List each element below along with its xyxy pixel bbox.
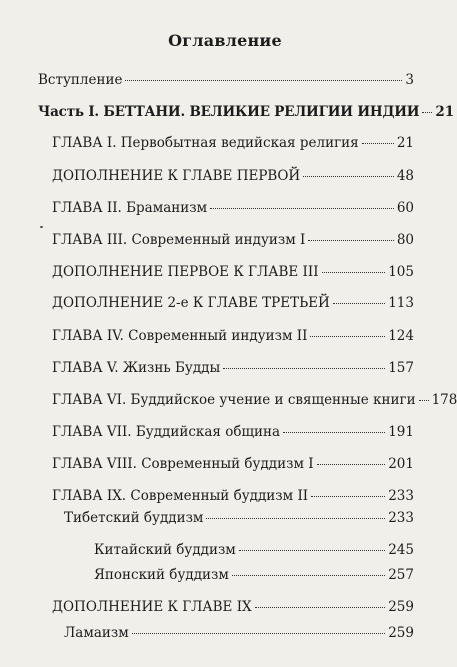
toc-entry [64, 624, 414, 642]
toc-entry-page: 3 [405, 72, 414, 88]
toc-entry-page: 259 [388, 625, 414, 641]
toc-entry-page: 60 [396, 200, 414, 216]
toc-entry-label: ГЛАВА III. Современный индуизм I [52, 232, 306, 248]
toc-entry-page: 201 [388, 456, 414, 472]
dot-leader [223, 368, 385, 369]
toc-entry-page: 21 [435, 104, 455, 120]
toc-entry [52, 167, 414, 185]
toc-entry-page: 48 [396, 168, 414, 184]
toc-entry [52, 391, 457, 409]
toc-entry-label: Японский буддизм [94, 567, 229, 583]
toc-entry-label: ГЛАВА V. Жизнь Будды [52, 360, 221, 376]
toc-entry-page: 259 [388, 599, 414, 615]
toc-entry [52, 487, 414, 505]
toc-entry-label: ДОПОЛНЕНИЕ К ГЛАВЕ IX [52, 599, 252, 615]
dot-leader [132, 633, 385, 634]
dot-leader [310, 336, 385, 337]
toc-entry-label: ГЛАВА IX. Современный буддизм II [52, 488, 309, 504]
page-title: Оглавление [168, 31, 282, 50]
toc-entry [38, 103, 455, 121]
toc-entry [38, 71, 414, 89]
dot-leader [125, 80, 402, 81]
toc-entry [52, 263, 414, 281]
toc-entry [52, 455, 414, 473]
toc-entry-label: ДОПОЛНЕНИЕ К ГЛАВЕ ПЕРВОЙ [52, 168, 301, 184]
toc-entry [94, 566, 414, 584]
dot-leader [317, 464, 386, 465]
toc-entry-label: Вступление [38, 72, 123, 88]
toc-entry-page: 245 [388, 542, 414, 558]
toc-entry-label: ГЛАВА VI. Буддийское учение и священные книги [52, 392, 416, 408]
dot-leader [283, 432, 385, 433]
dot-leader [239, 550, 385, 551]
dot-leader [308, 240, 393, 241]
print-speck [40, 226, 43, 228]
toc-entry-label: ГЛАВА IV. Современный индуизм II [52, 328, 308, 344]
toc-entry [52, 231, 414, 249]
dot-leader [303, 176, 394, 177]
toc-entry-label: ГЛАВА I. Первобытная ведийская религия [52, 135, 359, 151]
dot-leader [232, 575, 385, 576]
toc-entry-page: 257 [388, 567, 414, 583]
toc-entry-label: ДОПОЛНЕНИЕ 2-е К ГЛАВЕ ТРЕТЬЕЙ [52, 295, 330, 311]
dot-leader [255, 607, 386, 608]
toc-entry-page: 233 [388, 488, 414, 504]
toc-entry-page: 113 [388, 295, 414, 311]
toc-entry-label: Китайский буддизм [94, 542, 236, 558]
toc-entry-page: 191 [388, 424, 414, 440]
dot-leader [422, 112, 432, 113]
toc-entry-label: ГЛАВА VII. Буддийская община [52, 424, 281, 440]
dot-leader [210, 208, 394, 209]
toc-entry-page: 105 [388, 264, 414, 280]
toc-entry-page: 21 [396, 135, 414, 151]
toc-entry [64, 509, 414, 527]
toc-entry-page: 233 [388, 510, 414, 526]
dot-leader [333, 303, 385, 304]
toc-entry-page: 80 [396, 232, 414, 248]
dot-leader [206, 518, 385, 519]
toc-entry-label: ГЛАВА VIII. Современный буддизм I [52, 456, 314, 472]
toc-entry [94, 541, 414, 559]
dot-leader [419, 400, 429, 401]
dot-leader [362, 143, 394, 144]
toc-entry [52, 598, 414, 616]
toc-entry-label: Часть I. БЕТТАНИ. ВЕЛИКИЕ РЕЛИГИИ ИНДИИ [38, 104, 420, 120]
dot-leader [311, 496, 385, 497]
toc-entry [52, 423, 414, 441]
toc-entry-label: Тибетский буддизм [64, 510, 204, 526]
toc-entry-page: 178 [431, 392, 457, 408]
toc-entry-label: ДОПОЛНЕНИЕ ПЕРВОЕ К ГЛАВЕ III [52, 264, 319, 280]
dot-leader [322, 272, 386, 273]
toc-entry [52, 294, 414, 312]
toc-entry [52, 134, 414, 152]
toc-entry-label: Ламаизм [64, 625, 129, 641]
toc-entry [52, 359, 414, 377]
toc-entry [52, 327, 414, 345]
toc-entry-label: ГЛАВА II. Браманизм [52, 200, 208, 216]
toc-entry-page: 124 [388, 328, 414, 344]
toc-entry-page: 157 [388, 360, 414, 376]
toc-entry [52, 199, 414, 217]
